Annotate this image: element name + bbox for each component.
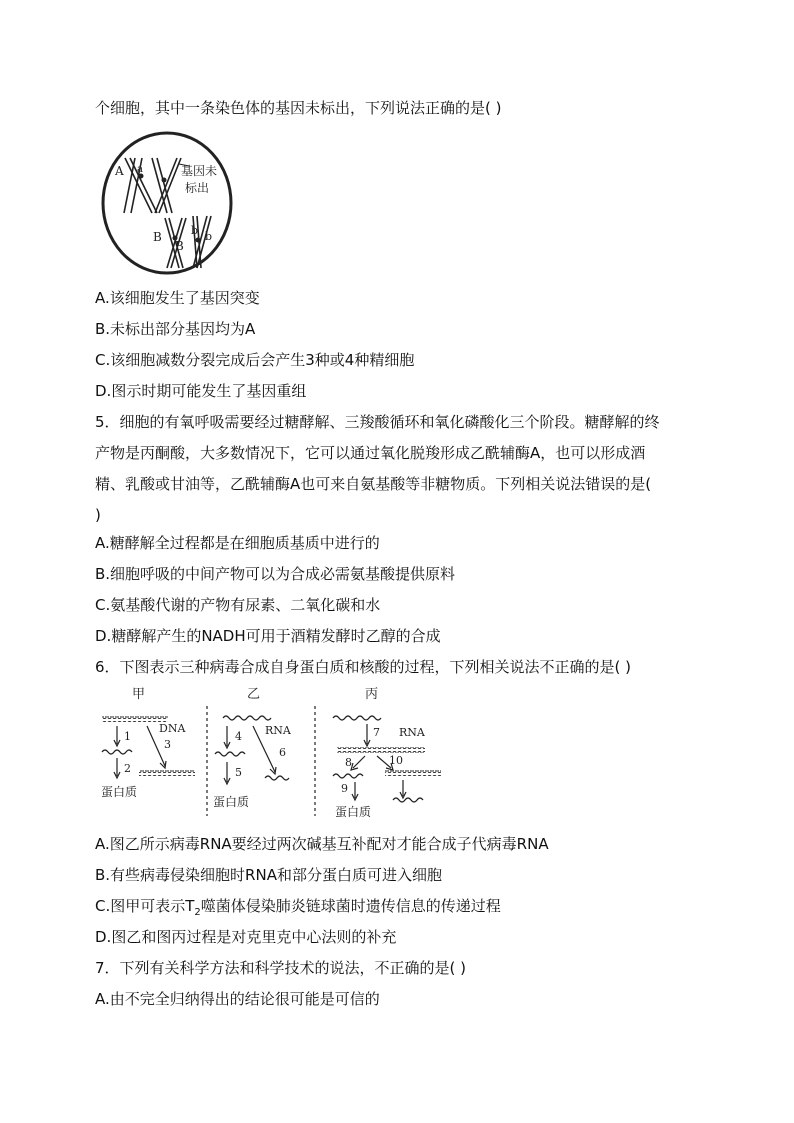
q5-option-b: B.细胞呼吸的中间产物可以为合成必需氨基酸提供原料 — [95, 565, 456, 583]
unmarked-label-1: 基因未 — [181, 164, 218, 178]
label-jia: 甲 — [132, 687, 146, 702]
gene-label-b2: b — [205, 230, 213, 243]
q6-stem: 6．下图表示三种病毒合成自身蛋白质和核酸的过程，下列相关说法不正确的是( ) — [95, 658, 632, 676]
label-yi: 乙 — [247, 687, 261, 702]
label-rna-yi: RNA — [265, 724, 291, 737]
protein-yi: 蛋白质 — [213, 795, 250, 809]
q4-option-d: D.图示时期可能发生了基因重组 — [95, 382, 307, 400]
q6-option-c-text: C.图甲可表示T — [95, 897, 195, 915]
gene-label-b1: b — [191, 224, 199, 237]
q5-line-1: 5．细胞的有氧呼吸需要经过糖酵解、三羧酸循环和氧化磷酸化三个阶段。糖酵解的终 — [95, 413, 660, 431]
step-5: 5 — [235, 766, 242, 779]
virus-figure — [97, 684, 457, 824]
intro-line: 个细胞，其中一条染色体的基因未标出，下列说法正确的是( ) — [95, 99, 502, 117]
step-10: 10 — [389, 754, 403, 767]
step-4: 4 — [235, 730, 242, 743]
q4-option-c: C.该细胞减数分裂完成后会产生3种或4种精细胞 — [95, 351, 415, 369]
label-rna-bing: RNA — [399, 726, 425, 739]
gene-label-B1: B — [153, 230, 162, 244]
q6-option-d: D.图乙和图丙过程是对克里克中心法则的补充 — [95, 928, 397, 946]
step-9: 9 — [341, 782, 348, 795]
cell-figure — [97, 128, 237, 278]
q7-option-a: A.由不完全归纳得出的结论很可能是可信的 — [95, 990, 380, 1008]
label-dna: DNA — [159, 722, 186, 735]
q6-option-c — [95, 896, 501, 916]
unmarked-label-2: 标出 — [185, 181, 210, 195]
q6-option-c-rest: 噬菌体侵染肺炎链球菌时遗传信息的传递过程 — [200, 897, 501, 915]
step-2: 2 — [124, 762, 131, 775]
gene-label-A: A — [115, 164, 124, 178]
label-bing: 丙 — [365, 687, 379, 702]
q6-option-b: B.有些病毒侵染细胞时RNA和部分蛋白质可进入细胞 — [95, 866, 442, 884]
gene-label-B2: B — [175, 239, 184, 253]
q7-stem: 7．下列有关科学方法和科学技术的说法，不正确的是( ) — [95, 959, 467, 977]
q6-option-c-subscript: 2 — [194, 907, 201, 918]
q5-line-4: ) — [95, 506, 101, 524]
step-6: 6 — [279, 746, 286, 759]
protein-bing: 蛋白质 — [335, 805, 372, 819]
step-8: 8 — [345, 756, 352, 769]
q4-option-a: A.该细胞发生了基因突变 — [95, 289, 260, 307]
step-7: 7 — [373, 726, 380, 739]
q6-option-a: A.图乙所示病毒RNA要经过两次碱基互补配对才能合成子代病毒RNA — [95, 835, 549, 853]
q5-option-a: A.糖酵解全过程都是在细胞质基质中进行的 — [95, 534, 380, 552]
step-3: 3 — [164, 738, 171, 751]
gene-label-a: a — [137, 164, 143, 175]
q5-line-3: 精、乳酸或甘油等，乙酰辅酶A也可来自氨基酸等非糖物质。下列相关说法错误的是( — [95, 475, 652, 493]
q4-option-b: B.未标出部分基因均为A — [95, 320, 256, 338]
protein-jia: 蛋白质 — [101, 785, 138, 799]
q5-line-2: 产物是丙酮酸，大多数情况下，它可以通过氧化脱羧形成乙酰辅酶A，也可以形成酒 — [95, 444, 646, 462]
step-1: 1 — [124, 730, 131, 743]
q5-option-d: D.糖酵解产生的NADH可用于酒精发酵时乙醇的合成 — [95, 627, 441, 645]
q5-option-c: C.氨基酸代谢的产物有尿素、二氧化碳和水 — [95, 596, 381, 614]
